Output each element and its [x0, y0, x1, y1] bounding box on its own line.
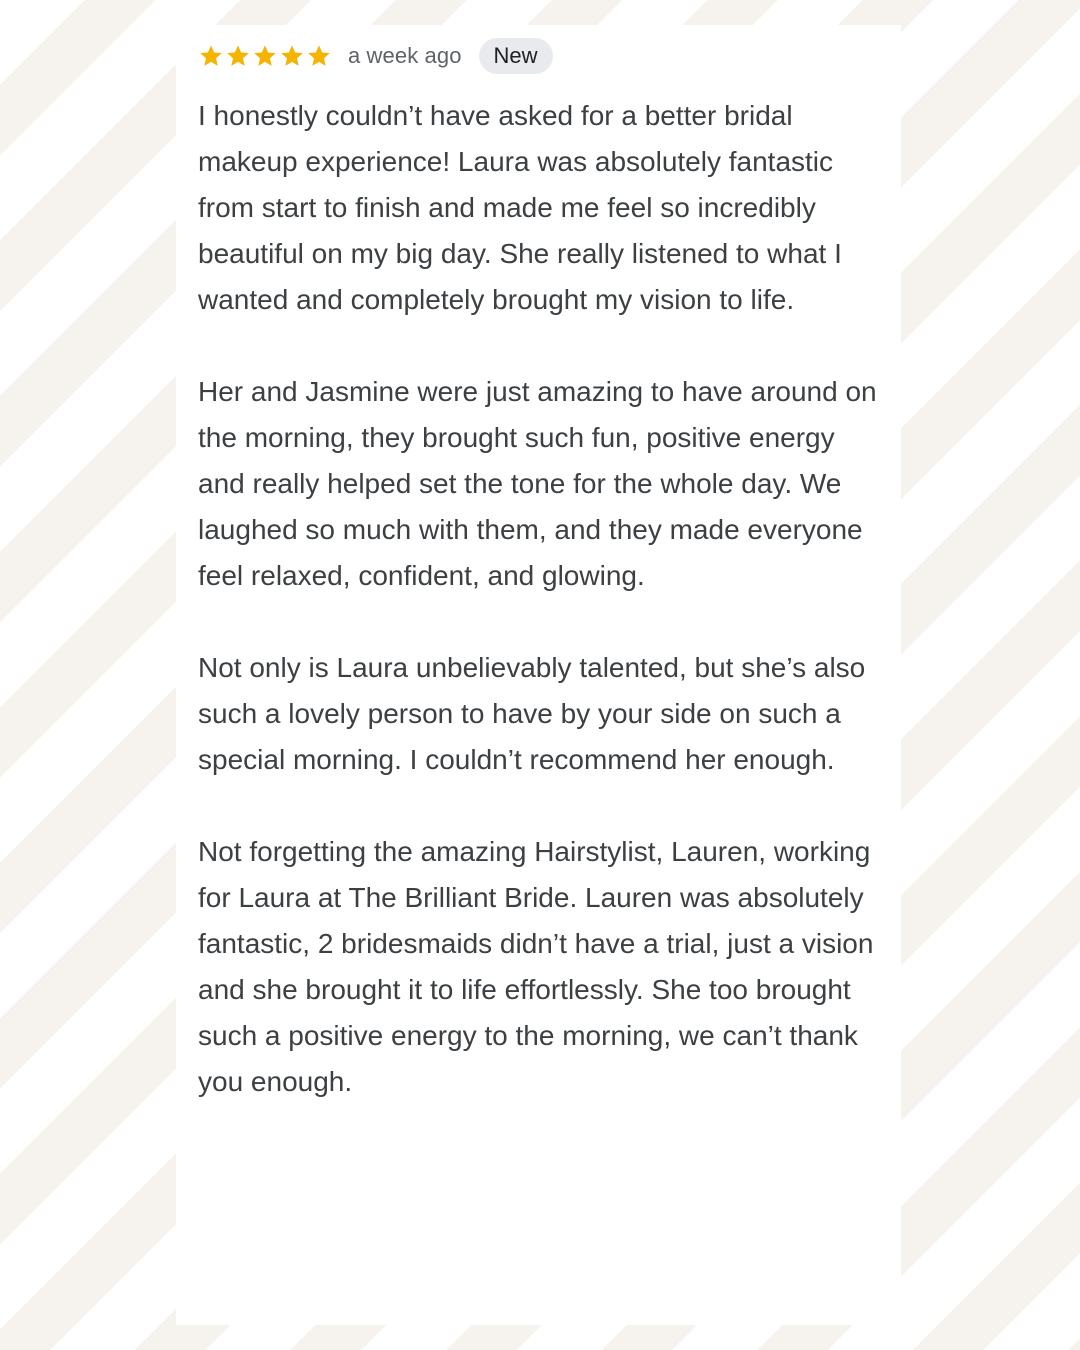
review-paragraph: Not only is Laura unbelievably talented, but she’s also such a lovely person to have by your side on such a special morning. I couldn’t recommend her enough.: [198, 652, 866, 775]
review-body: [198, 93, 879, 1105]
star-rating: [198, 43, 333, 69]
star-icon: [252, 43, 278, 69]
star-icon: [279, 43, 305, 69]
review-header: [198, 33, 879, 79]
review-paragraph: Her and Jasmine were just amazing to have around on the morning, they brought such fun, positive energy and really helped set the tone for the whole day. We laughed so much with them, and they made everyone feel relaxed, confident, and glowing.: [198, 376, 877, 591]
review-paragraph: I honestly couldn’t have asked for a better bridal makeup experience! Laura was absolutely fantastic from start to finish and made me feel so incredibly beautiful on my big day. She really listened to what I wanted and completely brought my vision to life.: [198, 100, 842, 315]
review-paragraph: Not forgetting the amazing Hairstylist, Lauren, working for Laura at The Brilliant Bride. Lauren was absolutely fantastic, 2 bridesmaids didn’t have a trial, just a vision and she brought it to life effortlessly. She too brought such a positive energy to the morning, we can’t thank you enough.: [198, 836, 874, 1097]
new-badge: New: [479, 38, 553, 74]
star-icon: [225, 43, 251, 69]
review-timestamp: a week ago: [348, 43, 462, 68]
star-icon: [198, 43, 224, 69]
star-icon: [306, 43, 332, 69]
review-card: [176, 25, 901, 1325]
